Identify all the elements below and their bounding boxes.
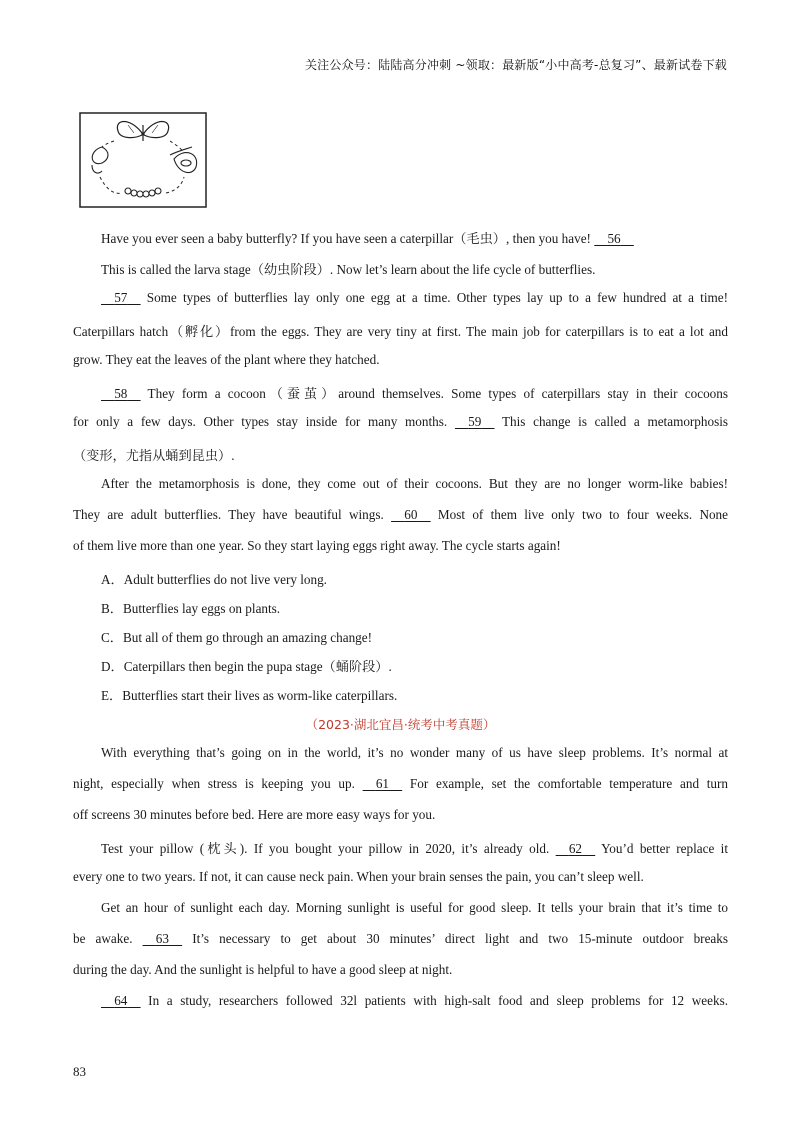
passage1-line-10 [73, 507, 728, 523]
passage1-line-3 [73, 290, 728, 306]
passage1-line-4: Caterpillars hatch（孵化）from the eggs. They are very tiny at first. The main job for caterpillars is to eat a lot and [73, 324, 728, 339]
option-e: E．Butterflies start their lives as worm-like caterpillars. [101, 688, 398, 703]
passage1-line-7 [73, 414, 728, 430]
passage2-line-6: Get an hour of sunlight each day. Morning sunlight is useful for good sleep. It tells your brain that it’s time to [101, 900, 728, 915]
text: This change is called a metamorphosis [501, 414, 729, 429]
text: They are adult butterflies. They have beautiful wings. [73, 507, 384, 522]
blank-63[interactable]: 63 [155, 931, 169, 946]
option-a: A．Adult butterflies do not live very long. [101, 572, 327, 587]
text: It’s necessary to get about 30 minutes’ direct light and two 15-minute outdoor breaks [192, 931, 728, 946]
passage1-line-2: This is called the larva stage（幼虫阶段）. Now let’s learn about the life cycle of butterflies. [101, 262, 596, 277]
text: They form a cocoon（蚕茧）around themselves. Some types of caterpillars stay in their cocoons [147, 386, 728, 401]
blank-59[interactable]: 59 [468, 414, 482, 429]
blank-62[interactable]: 62 [568, 841, 583, 856]
passage1-line-6 [73, 383, 728, 402]
option-d: D．Caterpillars then begin the pupa stage（蛹阶段）. [101, 659, 392, 674]
blank-58[interactable]: 58 [114, 386, 128, 401]
blank-60[interactable]: 60 [404, 507, 418, 522]
passage1-line-1 [101, 228, 634, 247]
passage2-line-4 [101, 838, 728, 857]
passage2-line-5: every one to two years. If not, it can cause neck pain. When your brain senses the pain, you can’t sleep well. [73, 869, 644, 884]
passage1-line-11: of them live more than one year. So they start laying eggs right away. The cycle starts again! [73, 538, 561, 553]
blank-56[interactable]: 56 [607, 231, 621, 246]
passage2-line-7 [73, 931, 728, 947]
blank-57[interactable]: 57 [114, 290, 128, 305]
text: for only a few days. Other types stay inside for many months. [73, 414, 448, 429]
text: be awake. [73, 931, 133, 946]
text: Have you ever seen a baby butterfly? If you have seen a caterpillar（毛虫）, then you have! [101, 231, 591, 246]
text: night, especially when stress is keeping you up. [73, 776, 355, 791]
passage2-line-3: off screens 30 minutes before bed. Here are more easy ways for you. [73, 807, 436, 822]
passage1-line-8: （变形，尤指从蛹到昆虫）. [73, 448, 235, 463]
page-header: 关注公众号：陆陆高分冲刺 ~领取：最新版“小中高考-总复习”、最新试卷下载 [304, 58, 727, 72]
text: You’d better replace it [601, 841, 728, 856]
blank-64[interactable]: 64 [114, 993, 128, 1008]
text: Some types of butterflies lay only one egg at a time. Other types lay up to a few hundred at a time! [146, 290, 729, 305]
page-number: 83 [73, 1064, 86, 1079]
text: In a study, researchers followed 32l patients with high-salt food and sleep problems for 12 weeks. [148, 993, 728, 1008]
text: Test your pillow (枕头). If you bought your pillow in 2020, it’s already old. [101, 841, 550, 856]
option-b: B．Butterflies lay eggs on plants. [101, 601, 281, 616]
passage1-line-9: After the metamorphosis is done, they come out of their cocoons. But they are no longer worm-like babies! [101, 476, 728, 491]
passage2-line-8: during the day. And the sunlight is helpful to have a good sleep at night. [73, 962, 453, 977]
passage1-line-5: grow. They eat the leaves of the plant where they hatched. [73, 352, 380, 367]
blank-61[interactable]: 61 [375, 776, 389, 791]
text: For example, set the comfortable temperature and turn [409, 776, 729, 791]
question-source: （2023·湖北宜昌·统考中考真题） [305, 717, 496, 732]
butterfly-life-cycle-image [78, 111, 208, 209]
passage2-line-9 [73, 993, 728, 1009]
option-c: C．But all of them go through an amazing change! [101, 630, 373, 645]
passage2-line-2 [73, 776, 728, 792]
passage2-line-1: With everything that’s going on in the world, it’s no wonder many of us have sleep problems. It’s normal at [101, 745, 728, 760]
text: Most of them live only two to four weeks. None [437, 507, 729, 522]
